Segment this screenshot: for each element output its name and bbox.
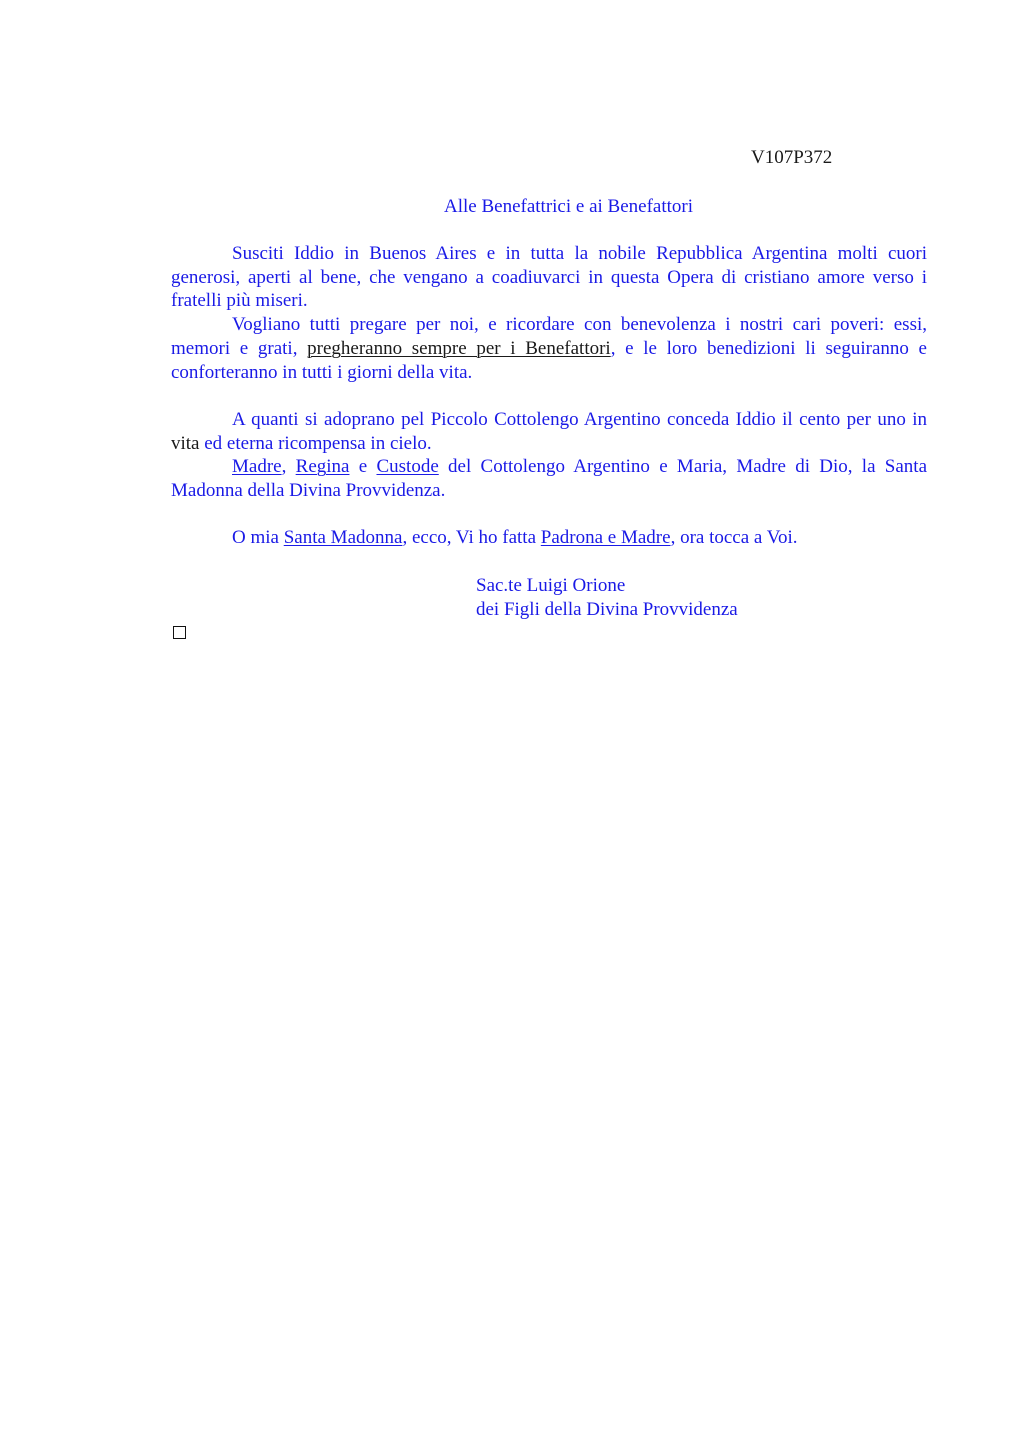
paragraph-5 [171,526,927,550]
paragraph-4-sep-2: e [349,456,377,478]
paragraph-spacer [171,384,927,408]
paragraph-4 [171,455,927,502]
document-id: V107P372 [751,147,833,168]
paragraph-5-underlined-santa-madonna: Santa Madonna [283,527,403,549]
paragraph-2-text-before: Vogliano tutti pregare per noi, e ricordare con benevolenza i nostri cari poveri: essi, memori e grati, [171,314,927,359]
paragraph-4-underlined-madre: Madre [232,456,282,478]
paragraph-3-text-before: A quanti si adoprano pel Piccolo Cottolengo Argentino conceda Iddio il cento per uno in [232,408,927,430]
paragraph-3-text-after: ed eterna ricompensa in cielo. [199,432,432,454]
letter-body [171,242,927,550]
paragraph-1-text: Susciti Iddio in Buenos Aires e in tutta la nobile Repubblica Argentina molti cuori generosi, aperti al bene, che vengano a coadiuvarci in questa Opera di cristiano amore verso i fratelli più miseri. [171,243,927,312]
letter-title: Alle Benefattrici e ai Benefattori [444,196,693,217]
paragraph-3 [171,408,927,455]
paragraph-4-text-after: del Cottolengo Argentino e Maria, Madre di Dio, la Santa Madonna della Divina Provvidenza. [171,456,928,502]
checkbox-icon [173,626,186,639]
signature-affiliation: dei Figli della Divina Provvidenza [476,598,738,620]
paragraph-3-black-word: vita [171,432,200,454]
paragraph-5-text-after: , ora tocca a Voi. [670,527,798,549]
paragraph-4-underlined-regina: Regina [295,456,350,478]
paragraph-4-sep-1: , [281,456,296,478]
paragraph-5-underlined-padrona-madre: Padrona e Madre [540,527,671,549]
paragraph-2-text-after: , e le loro benedizioni li seguiranno e conforteranno in tutti i giorni della vita. [171,337,927,383]
paragraph-2 [171,313,927,384]
signature-name: Sac.te Luigi Orione [476,575,626,596]
paragraph-4-underlined-custode: Custode [376,456,439,478]
signature-block [476,574,738,621]
paragraph-5-text-before: O mia [232,527,284,549]
paragraph-2-underlined-text: pregheranno sempre per i Benefattori [307,337,611,359]
paragraph-spacer [171,503,927,527]
paragraph-1 [171,242,927,313]
paragraph-5-text-mid: , ecco, Vi ho fatta [402,527,541,549]
